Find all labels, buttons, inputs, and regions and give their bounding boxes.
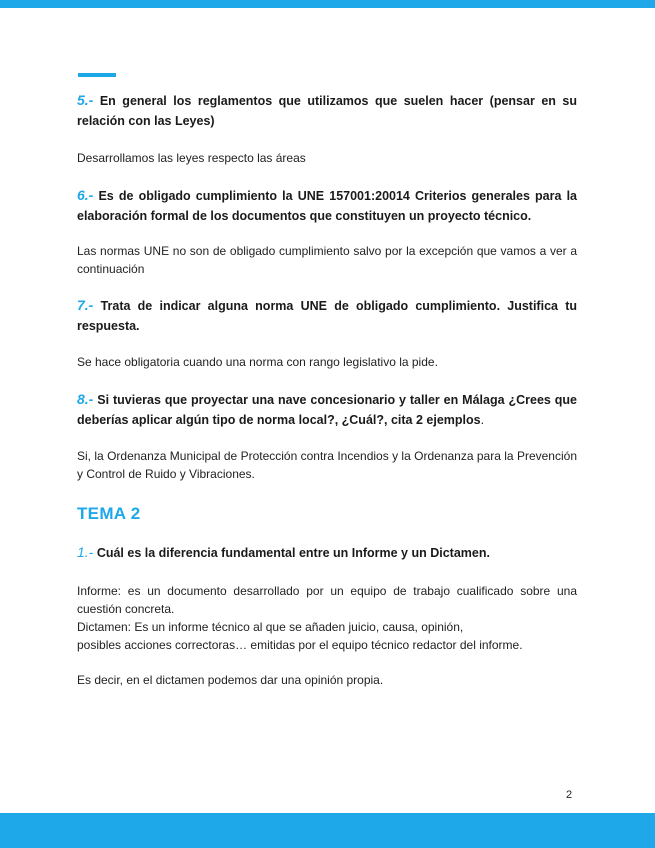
top-accent-bar [0,0,655,8]
question-number: 8.- [77,391,94,407]
tema2-question-1 [77,543,577,564]
question-text: En general los reglamentos que utilizamos que suelen hacer (pensar en su relación con las Leyes) [77,94,577,128]
section-heading: TEMA 2 [77,504,141,523]
answer-line-informe: Informe: es un documento desarrollado por un equipo de trabajo cualificado sobre una cuestión concreta. [77,583,577,616]
tema2-answer-1-extra: Es decir, en el dictamen podemos dar una opinión propia. [77,672,384,687]
question-number: 7.- [77,297,94,313]
question-number: 6.- [77,187,94,203]
question-number: 5.- [77,92,94,108]
question-text: Trata de indicar alguna norma UNE de obligado cumplimiento. Justifica tu respuesta. [77,299,577,333]
question-text: Es de obligado cumplimiento la UNE 157001:20014 Criterios generales para la elaboración formal de los documentos que constituyen un proyecto técnico. [77,189,577,223]
accent-line [78,73,116,77]
answer-line-acciones: posibles acciones correctoras… emitidas por el equipo técnico redactor del informe. [77,637,523,652]
page-number: 2 [566,789,573,801]
question-8 [77,390,577,430]
answer-8: Si, la Ordenanza Municipal de Protección contra Incendios y la Ordenanza para la Prevención y Control de Ruido y Vibraciones. [77,449,577,481]
question-number: 1.- [77,544,94,560]
answer-5: Desarrollamos las leyes respecto las áreas [77,151,306,165]
answer-6: Las normas UNE no son de obligado cumplimiento salvo por la excepción que vamos a ver a continuación [77,244,577,276]
bottom-accent-bar [0,813,655,848]
question-text: Cuál es la diferencia fundamental entre un Informe y un Dictamen. [93,546,490,560]
answer-line-dictamen: Dictamen: Es un informe técnico al que se añaden juicio, causa, opinión, [77,619,464,634]
question-6 [77,186,577,226]
answer-7: Se hace obligatoria cuando una norma con rango legislativo la pide. [77,355,438,369]
question-tail: . [480,412,485,427]
question-text: Si tuvieras que proyectar una nave concesionario y taller en Málaga ¿Crees que deberías aplicar algún tipo de norma local?, ¿Cuál?, cita 2 ejemplos [77,393,577,427]
question-7 [77,296,577,336]
document-body [77,91,577,689]
tema2-answer-1 [77,582,577,654]
question-5 [77,91,577,131]
